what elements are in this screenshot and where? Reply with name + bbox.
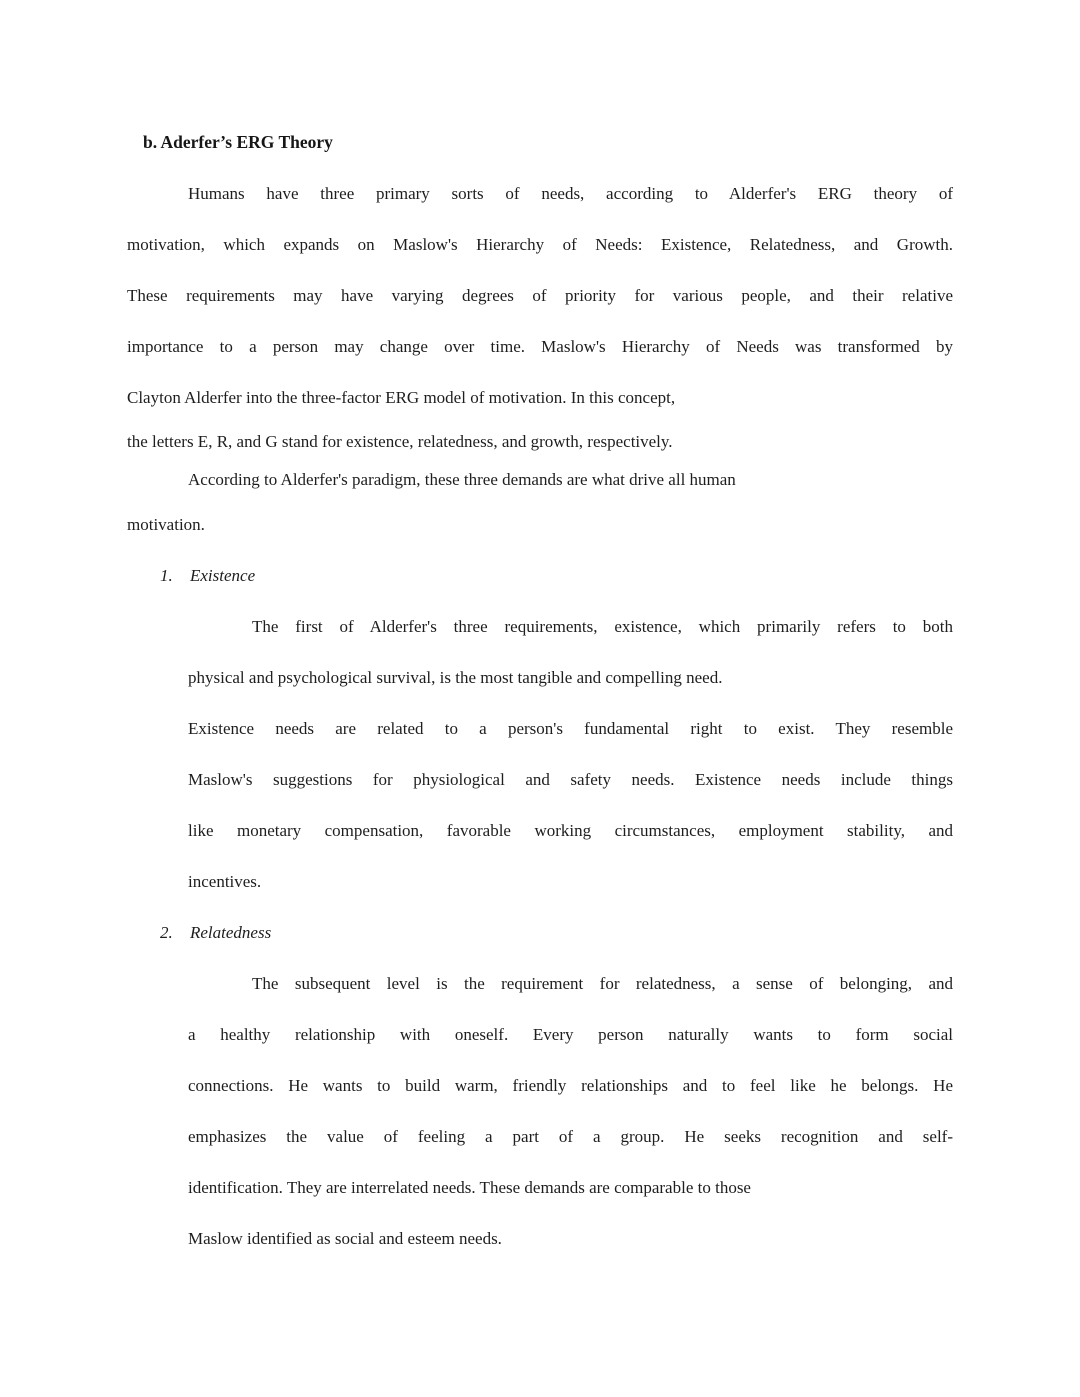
text-line: Maslow's suggestions for physiological and safety needs. Existence needs include things xyxy=(188,770,953,789)
document-lines xyxy=(127,168,953,1264)
text-line: Humans have three primary sorts of needs, according to Alderfer's ERG theory of xyxy=(188,184,953,203)
text-line: a healthy relationship with oneself. Every person naturally wants to form social xyxy=(188,1025,953,1044)
text-line: like monetary compensation, favorable working circumstances, employment stability, and xyxy=(188,821,953,840)
text-line: incentives. xyxy=(188,872,262,891)
text-line: importance to a person may change over time. Maslow's Hierarchy of Needs was transformed by xyxy=(127,337,953,356)
list-number: 1. xyxy=(160,566,173,585)
text-line: The subsequent level is the requirement for relatedness, a sense of belonging, and xyxy=(252,974,953,993)
text-line: Clayton Alderfer into the three-factor ERG model of motivation. In this concept, xyxy=(127,388,676,407)
text-line: identification. They are interrelated needs. These demands are comparable to those xyxy=(188,1178,751,1197)
text-line: emphasizes the value of feeling a part of a group. He seeks recognition and self- xyxy=(188,1127,953,1146)
list-item-header xyxy=(127,550,953,601)
text-line: Maslow identified as social and esteem needs. xyxy=(188,1229,502,1248)
text-line: These requirements may have varying degrees of priority for various people, and their relative xyxy=(127,286,953,305)
text-line: The first of Alderfer's three requirements, existence, which primarily refers to both xyxy=(252,617,953,636)
text-line: According to Alderfer's paradigm, these three demands are what drive all human xyxy=(188,470,736,489)
list-number: 2. xyxy=(160,923,173,942)
text-line: Existence needs are related to a person's fundamental right to exist. They resemble xyxy=(188,719,953,738)
list-label: Existence xyxy=(190,566,256,585)
section-heading: b. Aderfer’s ERG Theory xyxy=(143,132,333,152)
text-line: physical and psychological survival, is the most tangible and compelling need. xyxy=(188,668,723,687)
text-line: motivation. xyxy=(127,515,205,534)
text-line: connections. He wants to build warm, friendly relationships and to feel like he belongs. He xyxy=(188,1076,953,1095)
list-item-header xyxy=(127,907,953,958)
text-line: motivation, which expands on Maslow's Hierarchy of Needs: Existence, Relatedness, and Growth. xyxy=(127,235,953,254)
document-content xyxy=(127,117,953,1264)
list-label: Relatedness xyxy=(190,923,272,942)
text-line: the letters E, R, and G stand for existence, relatedness, and growth, respectively. xyxy=(127,432,673,451)
